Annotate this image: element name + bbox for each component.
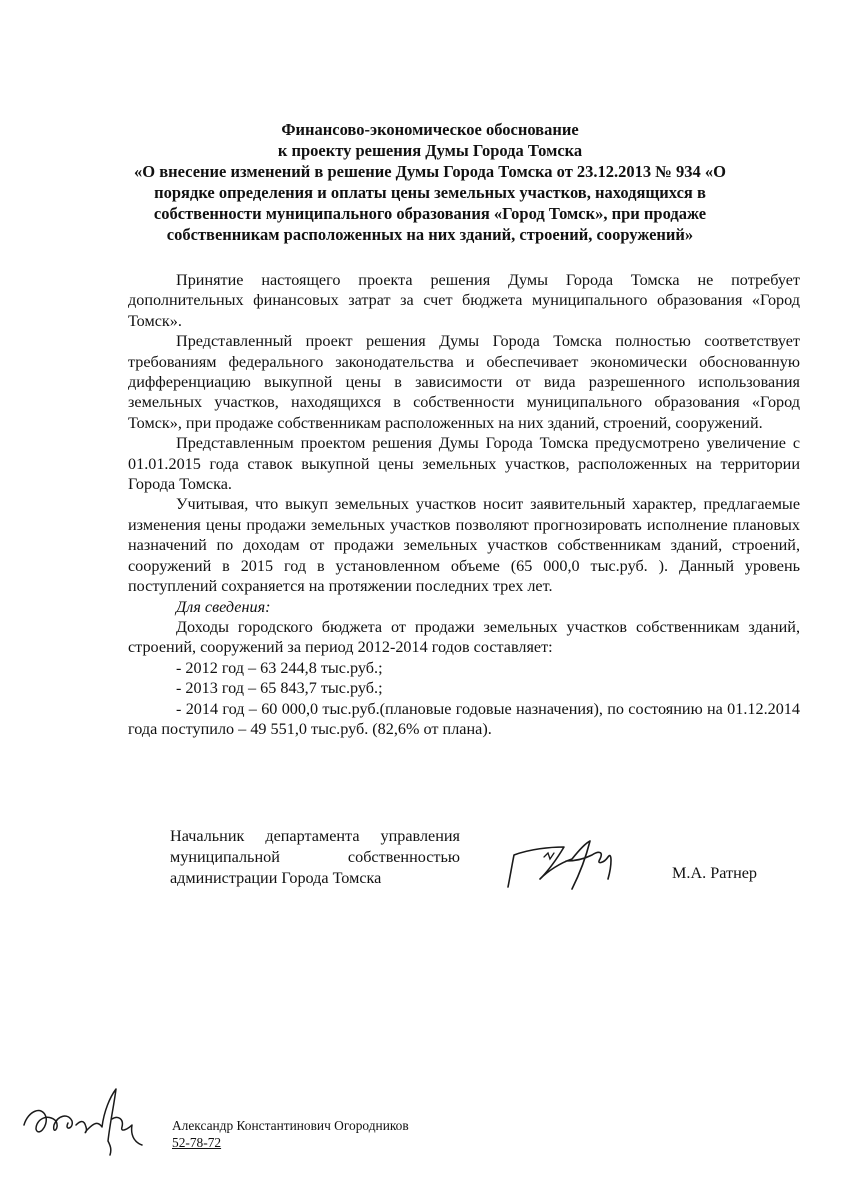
title-line-3: «О внесение изменений в решение Думы Города Томска от 23.12.2013 № 934 «О bbox=[134, 162, 726, 181]
executor-name: Александр Константинович Огородников bbox=[172, 1118, 409, 1133]
document-body bbox=[128, 270, 800, 739]
signer-name: М.А. Ратнер bbox=[672, 864, 758, 882]
executor-phone: 52-78-72 bbox=[172, 1135, 222, 1150]
title-line-4: порядке определения и оплаты цены земельных участков, находящихся в bbox=[154, 183, 706, 202]
title-line-5: собственности муниципального образования «Город Томск», при продаже bbox=[153, 204, 707, 223]
position-line-2: муниципальной собственностью bbox=[170, 848, 460, 866]
title-line-2: к проекту решения Думы Города Томска bbox=[277, 141, 583, 160]
paragraph-forecast: Учитывая, что выкуп земельных участков носит заявительный характер, предлагаемые изменения цены продажи земельных участков позволяют прогнозировать исполнение плановых назначений по доходам от продажи земельных участков собственникам зданий, строений, сооружений в 2015 год в установленном объеме (65 000,0 тыс.руб. ). Данный уровень поступлений сохраняется на протяжении последних трех лет. bbox=[128, 495, 800, 596]
document-title bbox=[120, 119, 740, 245]
for-info-label: Для сведения: bbox=[176, 597, 271, 616]
executor-signature bbox=[18, 1085, 168, 1160]
title-line-6: собственникам расположенных на них зданий, строений, сооружений» bbox=[166, 225, 694, 244]
paragraph-revenue: Доходы городского бюджета от продажи земельных участков собственникам зданий, строений, сооружений за период 2012-2014 годов составляет: bbox=[128, 617, 800, 657]
revenue-item-2014: - 2014 год – 60 000,0 тыс.руб.(плановые годовые назначения), по состоянию на 01.12.2014 года поступило – 49 551,0 тыс.руб. (82,6% от плана). bbox=[128, 699, 800, 738]
signatory-position bbox=[170, 826, 460, 889]
paragraph-rate-increase: Представленным проектом решения Думы Города Томска предусмотрено увеличение с 01.01.2015 года ставок выкупной цены земельных участков, расположенных на территории Города Томска. bbox=[128, 434, 800, 494]
position-line-1: Начальник департамента управления bbox=[170, 827, 460, 845]
revenue-item-2012: - 2012 год – 63 244,8 тыс.руб.; bbox=[176, 658, 383, 677]
paragraph-no-costs: Принятие настоящего проекта решения Думы Города Томска не потребует дополнительных финансовых затрат за счет бюджета муниципального образования «Город Томск». bbox=[128, 271, 800, 330]
position-line-3: администрации Города Томска bbox=[170, 869, 382, 887]
title-line-1: Финансово-экономическое обоснование bbox=[281, 120, 579, 139]
handwritten-signature bbox=[500, 835, 625, 895]
revenue-item-2013: - 2013 год – 65 843,7 тыс.руб.; bbox=[176, 679, 383, 698]
paragraph-compliance: Представленный проект решения Думы Города Томска полностью соответствует требованиям федерального законодательства и обеспечивает экономически обоснованную дифференциацию выкупной цены в зависимости от вида разрешенного использования земельных участков, находящихся в собственности муниципального образования «Город Томск», при продаже собственникам расположенных на них зданий, строений, сооружений. bbox=[128, 332, 800, 432]
